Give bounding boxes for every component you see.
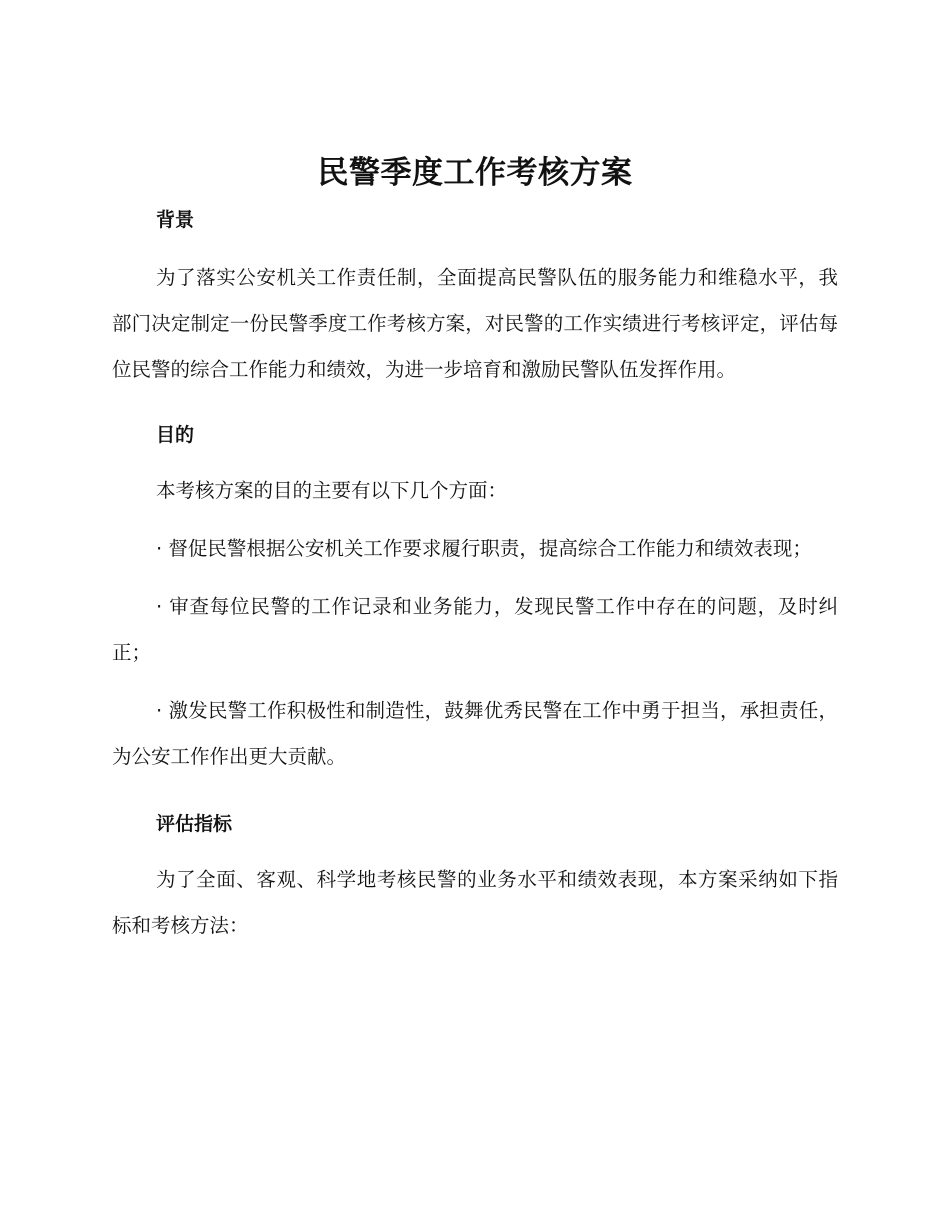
section-heading-evaluation: 评估指标 (156, 813, 233, 835)
purpose-intro-paragraph: 本考核方案的目的主要有以下几个方面： (156, 479, 508, 502)
document-title: 民警季度工作考核方案 (317, 155, 633, 191)
background-paragraph: 为了落实公安机关工作责任制，全面提高民警队伍的服务能力和维稳水平，我部门决定制定一份民警季度工作考核方案，对民警的工作实绩进行考核评定，评估每位民警的综合工作能力和绩效，为进一步培育和激励民警队伍发挥作用。 (112, 266, 838, 381)
purpose-bullet-item: · 激发民警工作积极性和制造性，鼓舞优秀民警在工作中勇于担当，承担责任，为公安工作作出更大贡献。 (112, 699, 838, 768)
purpose-bullet-item: · 审查每位民警的工作记录和业务能力，发现民警工作中存在的问题，及时纠正； (112, 595, 838, 664)
section-heading-purpose: 目的 (156, 424, 195, 446)
section-heading-background: 背景 (156, 209, 195, 231)
purpose-bullet-item: · 督促民警根据公安机关工作要求履行职责，提高综合工作能力和绩效表现； (156, 537, 812, 560)
evaluation-paragraph: 为了全面、客观、科学地考核民警的业务水平和绩效表现，本方案采纳如下指标和考核方法： (112, 868, 838, 937)
